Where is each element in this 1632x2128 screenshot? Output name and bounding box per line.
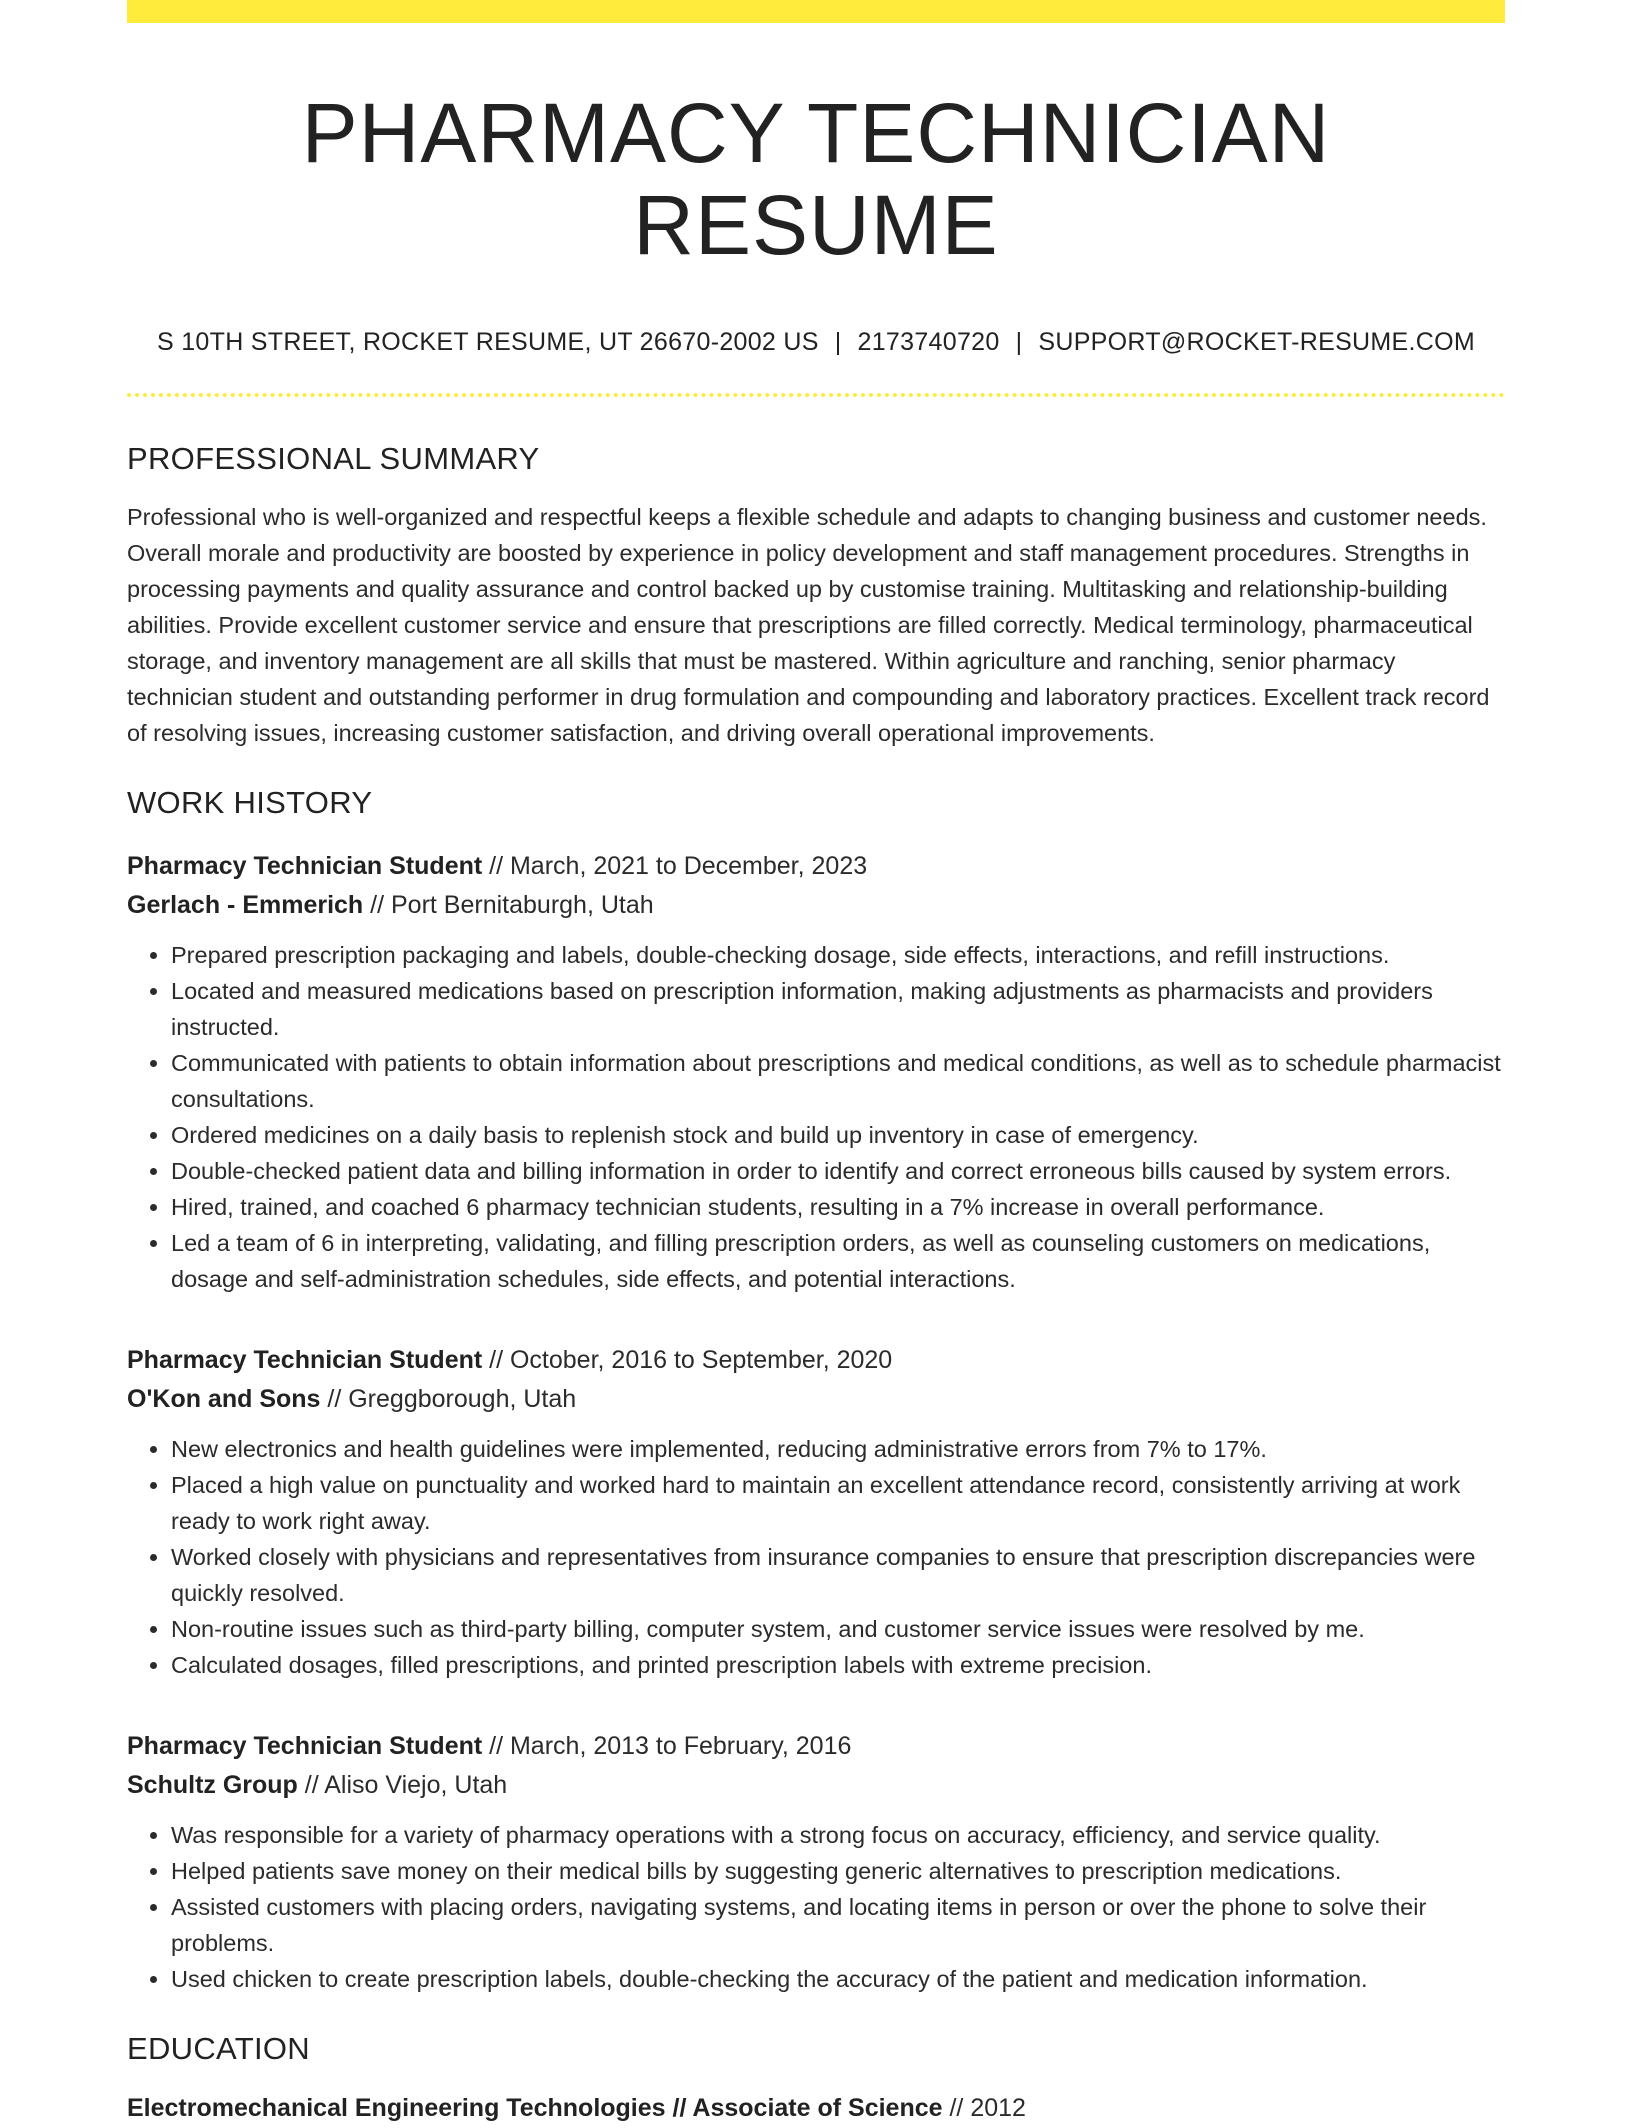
contact-separator: |	[834, 327, 842, 356]
job-bullet: • Prepared prescription packaging and labels, double-checking dosage, side effects, interactions, and refill instructions.	[171, 937, 1505, 973]
job-title: Pharmacy Technician Student	[127, 851, 483, 880]
job-bullet: • Worked closely with physicians and representatives from insurance companies to ensure that prescription discrepancies were quickly resolved.	[171, 1539, 1505, 1611]
job-bullet: • Used chicken to create prescription labels, double-checking the accuracy of the patient and medication information.	[171, 1961, 1505, 1997]
resume-title: PHARMACY TECHNICIAN RESUME	[301, 86, 1331, 273]
contact-address: S 10TH STREET, ROCKET RESUME, UT 26670-2002 US	[157, 327, 819, 356]
job-title-line	[127, 1727, 1505, 1766]
job-list	[127, 847, 1505, 1997]
job-company: Schultz Group	[127, 1770, 298, 1799]
professional-summary-section	[127, 441, 1505, 751]
contact-phone: 2173740720	[857, 327, 1000, 356]
contact-separator: |	[1015, 327, 1023, 356]
job-dates: // March, 2021 to December, 2023	[482, 851, 868, 880]
job-bullet-list	[127, 1431, 1505, 1683]
job-company-line	[127, 886, 1505, 925]
job-title-line	[127, 847, 1505, 886]
job-bullet: • Ordered medicines on a daily basis to replenish stock and build up inventory in case of emergency.	[171, 1117, 1505, 1153]
job-company: O'Kon and Sons	[127, 1384, 321, 1413]
section-heading-education: EDUCATION	[127, 2030, 310, 2066]
job-bullet: • New electronics and health guidelines were implemented, reducing administrative errors from 7% to 17%.	[171, 1431, 1505, 1467]
summary-text: Professional who is well-organized and respectful keeps a flexible schedule and adapts to changing business and customer needs. Overall morale and productivity are boosted by experience in policy development and staff management procedures. Strengths in processing payments and quality assurance and control backed up by customise training. Multitasking and relationship-building abilities. Provide excellent customer service and ensure that prescriptions are filled correctly. Medical terminology, pharmaceutical storage, and inventory management are all skills that must be mastered. Within agriculture and ranching, senior pharmacy technician student and outstanding performer in drug formulation and compounding and laboratory practices. Excellent track record of resolving issues, increasing customer satisfaction, and driving overall operational improvements.	[127, 503, 1490, 746]
job-bullet: • Was responsible for a variety of pharmacy operations with a strong focus on accuracy, efficiency, and service quality.	[171, 1817, 1505, 1853]
job-bullet-list	[127, 937, 1505, 1297]
dotted-divider	[127, 393, 1505, 397]
job-company: Gerlach - Emmerich	[127, 890, 364, 919]
job-bullet: • Helped patients save money on their medical bills by suggesting generic alternatives to prescription medications.	[171, 1853, 1505, 1889]
resume-page	[127, 0, 1505, 2128]
job-dates: // October, 2016 to September, 2020	[482, 1345, 893, 1374]
education-section	[127, 2031, 1505, 2128]
job-bullet: • Communicated with patients to obtain information about prescriptions and medical conditions, as well as to schedule pharmacist consultations.	[171, 1045, 1505, 1117]
contact-email: SUPPORT@ROCKET-RESUME.COM	[1038, 327, 1475, 356]
job-bullet: • Calculated dosages, filled prescriptions, and printed prescription labels with extreme precision.	[171, 1647, 1505, 1683]
education-degree: Electromechanical Engineering Technologies // Associate of Science	[127, 2093, 943, 2122]
job-title: Pharmacy Technician Student	[127, 1731, 483, 1760]
contact-line	[127, 328, 1505, 357]
work-history-section	[127, 785, 1505, 1997]
job-company-line	[127, 1766, 1505, 1805]
section-heading-summary: PROFESSIONAL SUMMARY	[127, 440, 540, 476]
job-company-line	[127, 1380, 1505, 1419]
job-location: // Aliso Viejo, Utah	[297, 1770, 508, 1799]
job-title-line	[127, 1341, 1505, 1380]
job-location: // Greggborough, Utah	[320, 1384, 577, 1413]
job-entry	[127, 847, 1505, 1297]
job-entry	[127, 1727, 1505, 1997]
job-location: // Port Bernitaburgh, Utah	[363, 890, 654, 919]
job-bullet: • Double-checked patient data and billing information in order to identify and correct erroneous bills caused by system errors.	[171, 1153, 1505, 1189]
section-heading-work: WORK HISTORY	[127, 784, 373, 820]
job-bullet: • Non-routine issues such as third-party billing, computer system, and customer service issues were resolved by me.	[171, 1611, 1505, 1647]
job-title: Pharmacy Technician Student	[127, 1345, 483, 1374]
job-dates: // March, 2013 to February, 2016	[482, 1731, 852, 1760]
job-entry	[127, 1341, 1505, 1683]
job-bullet: • Assisted customers with placing orders, navigating systems, and locating items in person or over the phone to solve their problems.	[171, 1889, 1505, 1961]
education-year: // 2012	[942, 2093, 1026, 2122]
job-bullet-list	[127, 1817, 1505, 1997]
education-entry	[127, 2089, 1505, 2128]
job-bullet: • Located and measured medications based on prescription information, making adjustments as pharmacists and providers instructed.	[171, 973, 1505, 1045]
job-bullet: • Placed a high value on punctuality and worked hard to maintain an excellent attendance record, consistently arriving at work ready to work right away.	[171, 1467, 1505, 1539]
accent-top-bar	[127, 0, 1505, 23]
job-bullet: • Led a team of 6 in interpreting, validating, and filling prescription orders, as well as counseling customers on medications, dosage and self-administration schedules, side effects, and potential interactions.	[171, 1225, 1505, 1297]
job-bullet: • Hired, trained, and coached 6 pharmacy technician students, resulting in a 7% increase in overall performance.	[171, 1189, 1505, 1225]
